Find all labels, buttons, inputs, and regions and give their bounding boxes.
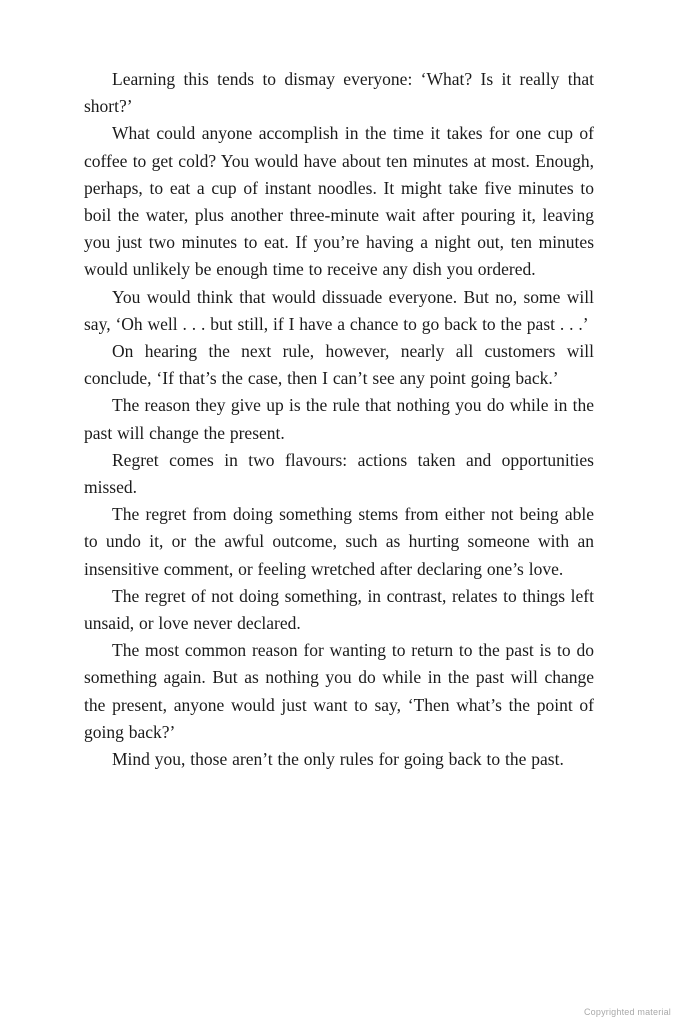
copyright-notice: Copyrighted material	[583, 1007, 671, 1017]
paragraph: On hearing the next rule, however, nearly all customers will conclude, ‘If that’s the case, then I can’t see any point going back.’	[84, 341, 594, 389]
paragraph: The regret of not doing something, in contrast, relates to things left unsaid, or love never declared.	[84, 585, 594, 634]
paragraph: Learning this tends to dismay everyone: ‘What? Is it really that short?’	[84, 69, 594, 117]
paragraph: The regret from doing something stems from either not being able to undo it, or the awful outcome, such as hurting someone with an insensitive comment, or feeling wretched after declaring one’s love.	[84, 504, 594, 579]
paragraph: The most common reason for wanting to return to the past is to do something again. But as nothing you do while in the past will change the present, anyone would just want to say, ‘Then what’s the point of going back?’	[84, 640, 594, 742]
paragraph: The reason they give up is the rule that nothing you do while in the past will change the present.	[84, 395, 594, 443]
paragraph: Mind you, those aren’t the only rules for going back to the past.	[112, 749, 564, 770]
paragraph: Regret comes in two flavours: actions taken and opportunities missed.	[84, 449, 594, 498]
paragraph: You would think that would dissuade everyone. But no, some will say, ‘Oh well . . . but still, if I have a chance to go back to the past . . .’	[84, 286, 594, 334]
paragraph: What could anyone accomplish in the time it takes for one cup of coffee to get cold? You would have about ten minutes at most. Enough, perhaps, to eat a cup of instant noodles. It might take five minutes to boil the water, plus another three-minute wait after pouring it, leaving you just two minutes to eat. If you’re having a night out, ten minutes would unlikely be enough time to receive any dish you ordered.	[84, 123, 594, 280]
page-text-block	[84, 66, 594, 773]
